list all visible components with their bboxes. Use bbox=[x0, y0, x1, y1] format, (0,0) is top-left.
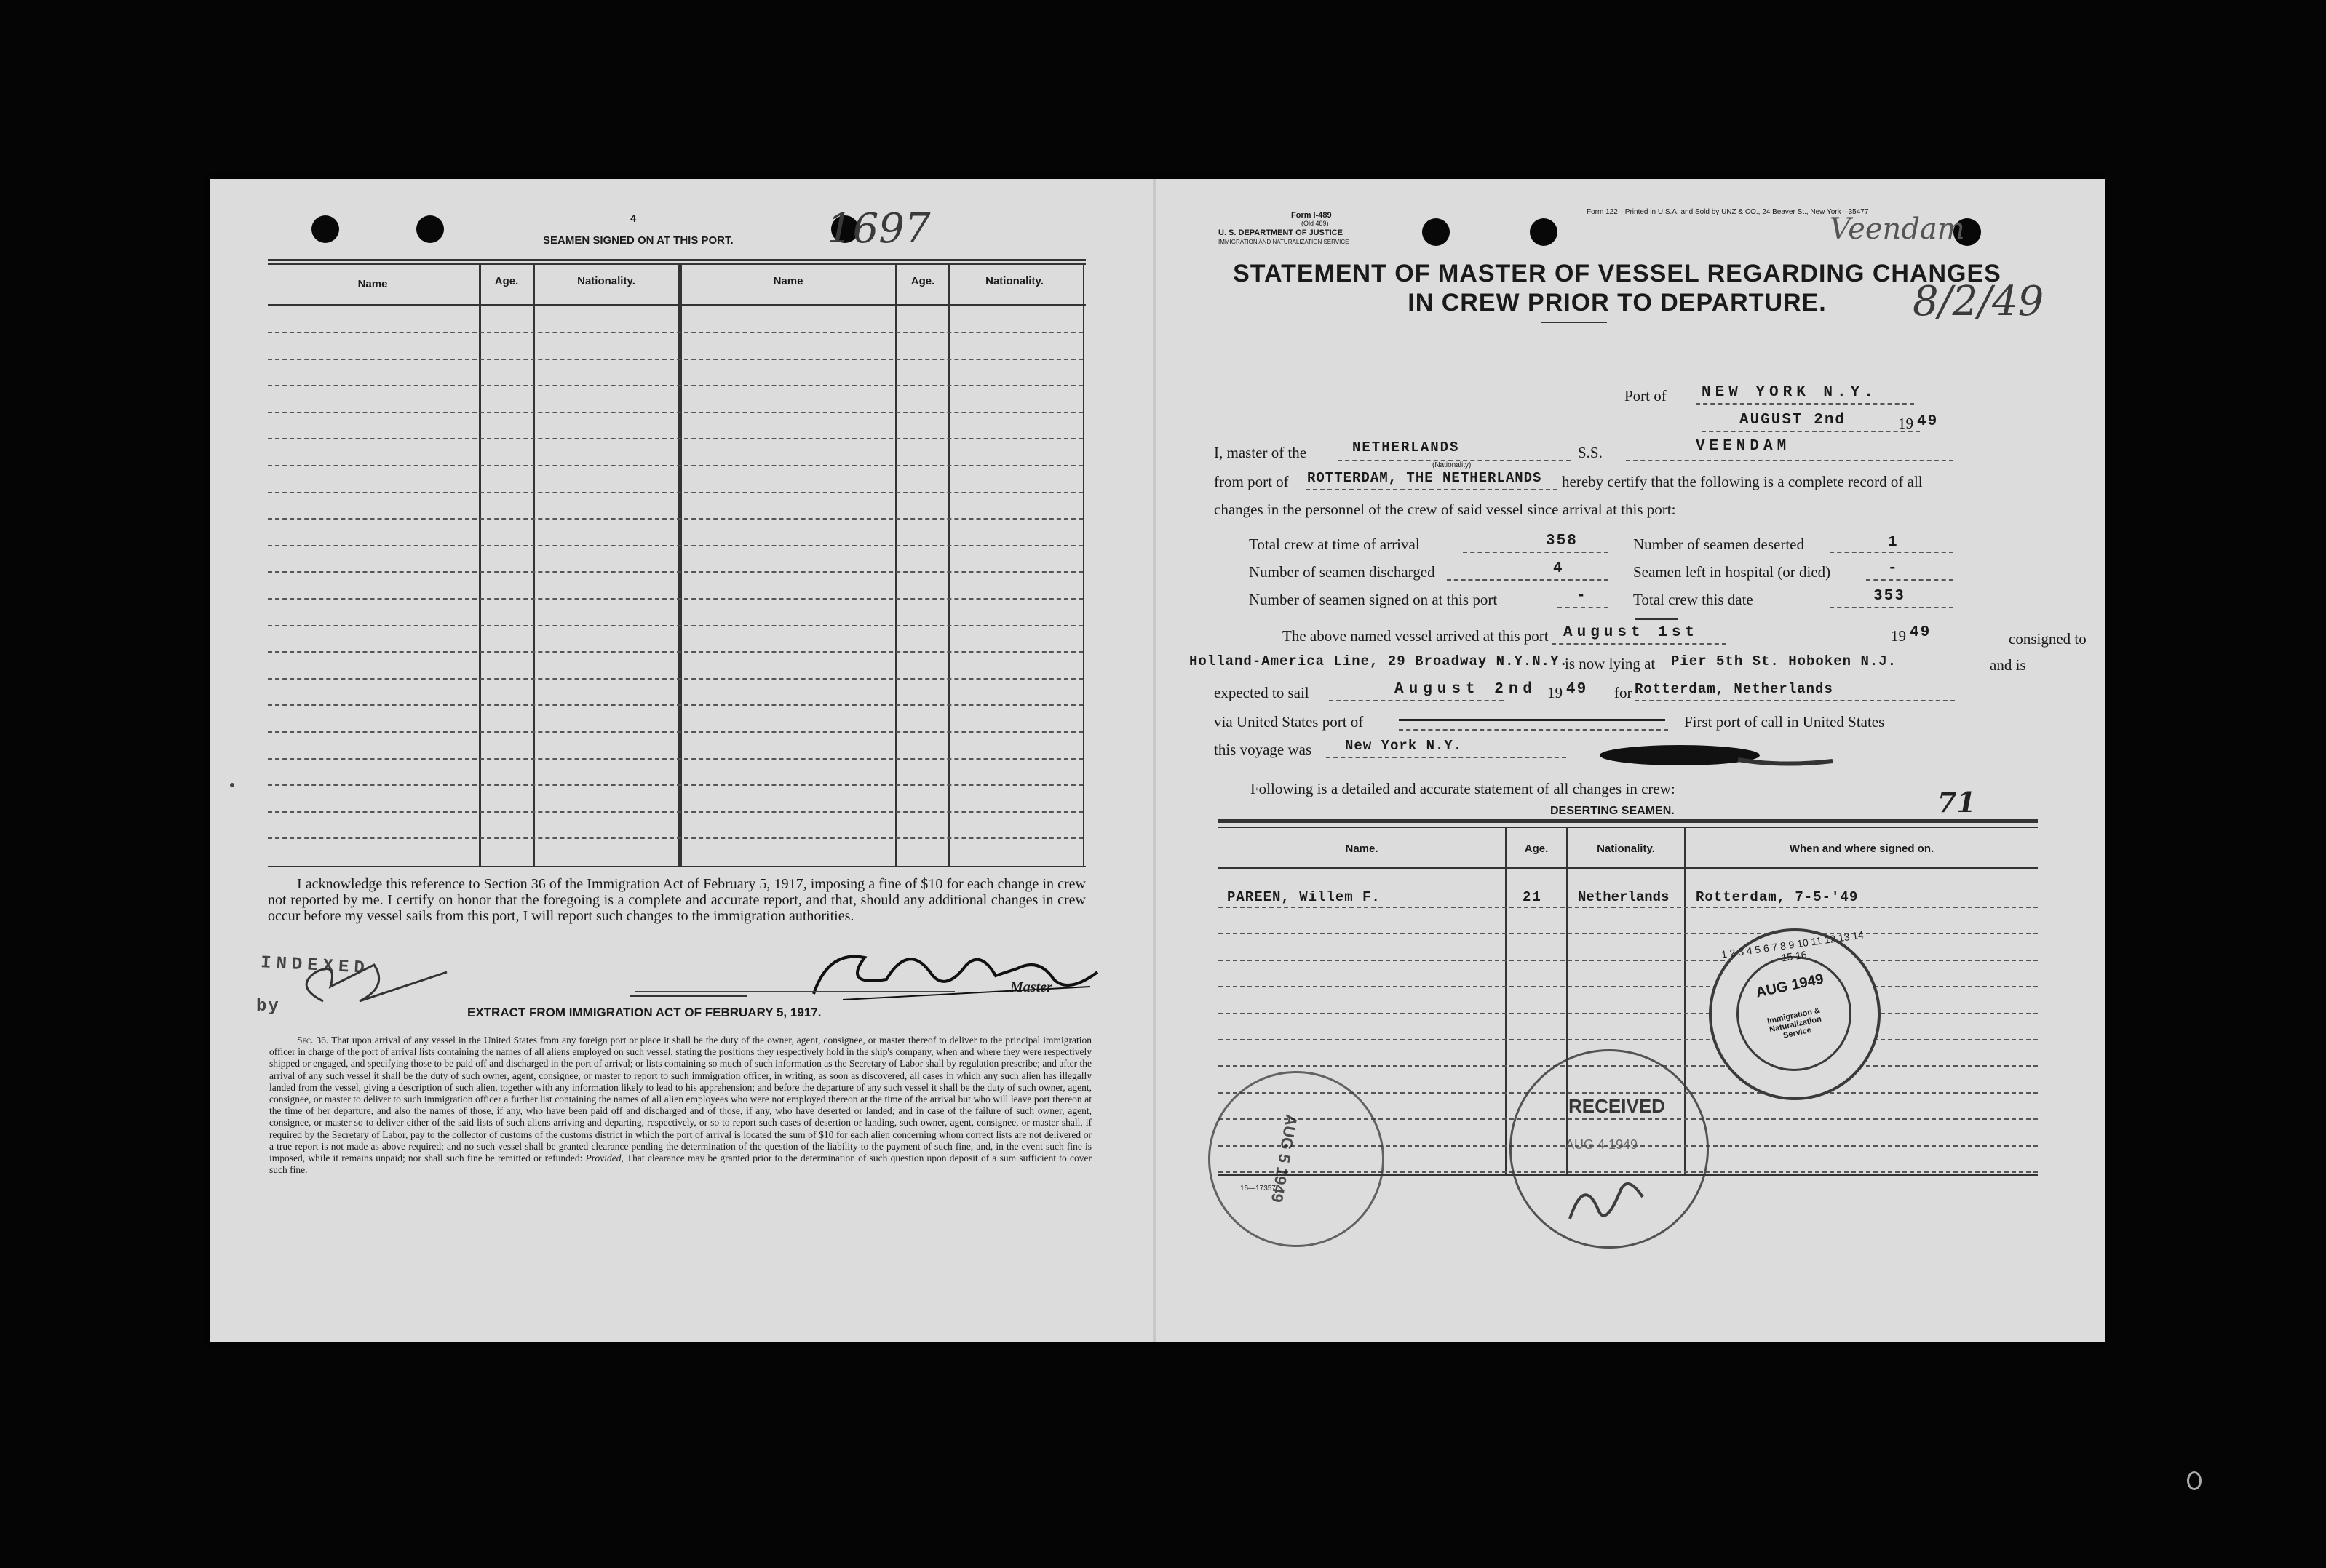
received-stamp bbox=[1509, 1049, 1709, 1249]
column-rule bbox=[479, 263, 481, 867]
table-row-line bbox=[268, 332, 1083, 333]
hospital-line bbox=[1866, 579, 1953, 581]
table-row-line bbox=[268, 731, 1083, 733]
form-title-line-2: IN CREW PRIOR TO DEPARTURE. bbox=[1408, 289, 1827, 317]
handwritten-count: 71 bbox=[1937, 786, 1976, 819]
deserter-signed-on: Rotterdam, 7-5-'49 bbox=[1696, 889, 1859, 905]
signed-on-value: - bbox=[1576, 588, 1587, 605]
signature-line bbox=[635, 991, 955, 992]
table-top-rule bbox=[268, 259, 1086, 261]
col-header-nationality: Nationality. bbox=[985, 275, 1044, 287]
nationality-value: NETHERLANDS bbox=[1352, 439, 1460, 455]
deserting-col-name: Name. bbox=[1345, 843, 1378, 855]
year-value: 49 bbox=[1917, 413, 1939, 430]
deserting-row-line bbox=[1218, 933, 2038, 934]
deserter-nationality: Netherlands bbox=[1578, 889, 1670, 905]
col-header-age: Age. bbox=[494, 275, 519, 287]
expected-year-prefix: 19 bbox=[1547, 684, 1563, 701]
center-fold bbox=[1153, 179, 1156, 1342]
signed-on-line bbox=[1557, 607, 1608, 608]
handwritten-ship-name: Veendam bbox=[1830, 212, 1965, 246]
expected-line bbox=[1329, 700, 1504, 701]
section-tail: That clearance may be granted prior to the determination of such question upon deposit of a sum sufficient to cover such fine. bbox=[269, 1153, 1092, 1176]
section-36-text bbox=[269, 1035, 1092, 1176]
deserting-title: DESERTING SEAMEN. bbox=[1550, 805, 1675, 817]
port-line bbox=[1696, 403, 1914, 405]
voyage-label: this voyage was bbox=[1214, 741, 1312, 758]
section-provided: Provided, bbox=[585, 1153, 624, 1164]
column-rule bbox=[678, 263, 682, 867]
expected-label: expected to sail bbox=[1214, 684, 1309, 701]
table-row-line bbox=[268, 784, 1083, 786]
short-rule bbox=[1635, 618, 1678, 620]
service-name: IMMIGRATION AND NATURALIZATION SERVICE bbox=[1218, 239, 1349, 245]
left-page-title: SEAMEN SIGNED ON AT THIS PORT. bbox=[543, 234, 734, 247]
table-row-line bbox=[268, 811, 1083, 813]
arrived-year-prefix: 19 bbox=[1891, 627, 1906, 645]
table-bottom-rule bbox=[268, 866, 1086, 867]
footer-code: 16—17357 bbox=[1240, 1185, 1276, 1193]
table-row-line bbox=[268, 545, 1083, 546]
table-row-line bbox=[268, 518, 1083, 520]
form-title-line-1: STATEMENT OF MASTER OF VESSEL REGARDING CHANGES bbox=[1233, 260, 2001, 287]
consigned-label: consigned to bbox=[2009, 630, 2087, 648]
total-crew-line bbox=[1463, 552, 1608, 553]
discharged-label: Number of seamen discharged bbox=[1249, 563, 1435, 581]
blacked-out-mark bbox=[1592, 738, 1840, 781]
handwritten-number: 1697 bbox=[827, 205, 931, 252]
table-row-line bbox=[268, 651, 1083, 653]
port-value: NEW YORK N.Y. bbox=[1702, 384, 1878, 401]
table-row-line bbox=[268, 625, 1083, 626]
total-date-line bbox=[1830, 607, 1953, 608]
discharged-line bbox=[1447, 579, 1608, 581]
stamp-immigration: Immigration & Naturalization Service bbox=[1766, 1006, 1822, 1040]
deserting-row-line bbox=[1218, 960, 2038, 961]
column-rule bbox=[895, 263, 897, 867]
punch-hole bbox=[311, 215, 339, 243]
received-initials bbox=[1563, 1168, 1650, 1233]
year-prefix: 19 bbox=[1898, 415, 1913, 432]
table-row-line bbox=[268, 385, 1083, 386]
expected-year-value: 49 bbox=[1566, 681, 1588, 698]
discharged-value: 4 bbox=[1553, 560, 1564, 577]
punch-hole bbox=[1422, 218, 1450, 246]
table-row-line bbox=[268, 438, 1083, 439]
total-date-label: Total crew this date bbox=[1633, 591, 1753, 608]
from-port-label: from port of bbox=[1214, 473, 1289, 490]
immigration-stamp bbox=[1709, 928, 1881, 1100]
certify-text-2: changes in the personnel of the crew of said vessel since arrival at this port: bbox=[1214, 501, 1676, 518]
deserting-row-line bbox=[1218, 1013, 2038, 1014]
table-row-line bbox=[268, 412, 1083, 413]
expected-value: August 2nd bbox=[1394, 681, 1538, 698]
section-body: That upon arrival of any vessel in the United States from any foreign port or place it shall be the duty of the owner, agent, consignee, or master thereof to deliver to the principal immigration officer in charge of the port of arrival lists containing the names of all aliens employed on such vessel, stating the positions they respectively hold in the ship's company, when and where they were respectively shipped or engaged, and specifying those to be paid off and discharged in the port of arrival; or lists containing so much of such information as the Secretary of Labor shall by regulation prescribe; and after the arrival of any such vessel it shall be the duty of such owner, agent, consignee, or master to report to such immigration officer, in writing, as soon as discovered, all cases in which any such alien has illegally landed from the vessel, giving a description of such alien, together with any information likely to lead to his apprehension; and before the departure of any such vessel it shall be the duty of such owner, agent, consignee, or master to deliver to such immigration officer a further list containing the names of all alien employees who were not employed thereon at the time of the arrival but who will leave port thereon at the time of her departure, and also the names of those, if any, who have been paid off and discharged and of those, if any, who have deserted or landed; and in case of the failure of such owner, agent, consignee, or master so to deliver either of the said lists of such aliens arriving and departing, respectively, or so to report such cases of desertion or landing, such owner, agent, consignee, or master shall, if required by the Secretary of Labor, pay to the collector of customs of the customs district in which the port of arrival is located the sum of $10 for each alien concerning whom correct lists are not delivered or a true report is not made as above required; and no such vessel shall be granted clearance pending the determination of the question of the liability to the payment of such fine, and, in the event such fine is imposed, while it remains unpaid; nor shall such fine be remitted or refunded: bbox=[269, 1035, 1092, 1164]
arrived-value: August 1st bbox=[1563, 624, 1699, 641]
arrived-label: The above named vessel arrived at this port bbox=[1282, 627, 1549, 645]
header-rule bbox=[268, 304, 1086, 306]
via-label: via United States port of bbox=[1214, 713, 1364, 731]
table-row-line bbox=[268, 598, 1083, 600]
date-line bbox=[1702, 431, 1920, 432]
port-label: Port of bbox=[1624, 387, 1667, 405]
lying-value: Pier 5th St. Hoboken N.J. bbox=[1671, 653, 1897, 669]
arrived-line bbox=[1552, 643, 1726, 645]
handwritten-date: 8/2/49 bbox=[1913, 278, 2044, 325]
table-row-line bbox=[268, 678, 1083, 680]
stamp-rotated-date: AUG 5 1949 bbox=[1267, 1113, 1301, 1204]
from-port-value: ROTTERDAM, THE NETHERLANDS bbox=[1307, 470, 1542, 486]
extract-title: EXTRACT FROM IMMIGRATION ACT OF FEBRUARY 5, 1917. bbox=[467, 1006, 822, 1019]
deserting-col-nationality: Nationality. bbox=[1597, 843, 1655, 855]
for-value: Rotterdam, Netherlands bbox=[1635, 681, 1833, 697]
date-value: AUGUST 2nd bbox=[1739, 412, 1846, 429]
total-date-value: 353 bbox=[1873, 588, 1905, 605]
deserting-row-line bbox=[1218, 907, 2038, 908]
deserting-col-signed: When and where signed on. bbox=[1789, 843, 1934, 855]
indexed-stamp: INDEXED bbox=[260, 953, 370, 979]
deserting-header-rule bbox=[1218, 867, 2038, 869]
hospital-label: Seamen left in hospital (or died) bbox=[1633, 563, 1831, 581]
deserting-top-rule bbox=[1218, 819, 2038, 823]
deserting-col-age: Age. bbox=[1524, 843, 1549, 855]
deserting-column-rule bbox=[1505, 827, 1507, 1174]
col-header-nationality: Nationality. bbox=[577, 275, 635, 287]
table-row-line bbox=[268, 758, 1083, 760]
master-signature bbox=[799, 936, 1112, 1016]
deserted-label: Number of seamen deserted bbox=[1633, 536, 1804, 553]
deserting-row-line bbox=[1218, 986, 2038, 987]
deserter-age: 21 bbox=[1523, 889, 1542, 905]
indexed-by-label: by bbox=[256, 997, 280, 1016]
ss-label: S.S. bbox=[1578, 444, 1603, 461]
first-port-label: First port of call in United States bbox=[1684, 713, 1885, 731]
table-row-line bbox=[268, 704, 1083, 706]
consignee-value: Holland-America Line, 29 Broadway N.Y.N.Y. bbox=[1189, 653, 1568, 669]
form-number: Form I-489 bbox=[1291, 211, 1332, 220]
vessel-line bbox=[1626, 460, 1953, 461]
column-rule bbox=[948, 263, 950, 867]
stamp-received: RECEIVED bbox=[1568, 1095, 1665, 1117]
printer-note: Form 122—Printed in U.S.A. and Sold by UNZ & CO., 24 Beaver St., New York—35477 bbox=[1587, 208, 1869, 216]
vessel-value: VEENDAM bbox=[1696, 438, 1791, 455]
margin-dot bbox=[230, 783, 234, 787]
master-of-label: I, master of the bbox=[1214, 444, 1307, 461]
total-crew-label: Total crew at time of arrival bbox=[1249, 536, 1420, 553]
rotated-date-stamp bbox=[1208, 1071, 1384, 1247]
following-label: Following is a detailed and accurate statement of all changes in crew: bbox=[1250, 780, 1675, 797]
title-rule bbox=[1541, 322, 1607, 323]
punch-hole bbox=[1530, 218, 1557, 246]
via-struck-line bbox=[1399, 719, 1665, 721]
col-header-age: Age. bbox=[910, 275, 935, 287]
table-row-line bbox=[268, 465, 1083, 466]
for-line bbox=[1635, 700, 1955, 701]
stamp-aug-date: AUG 1949 bbox=[1754, 971, 1825, 1001]
from-port-line bbox=[1306, 489, 1557, 490]
corner-mark bbox=[2187, 1471, 2202, 1490]
stamp-digits: 1 2 3 4 5 6 7 8 9 10 11 12 13 14 15 16 bbox=[1720, 928, 1865, 964]
table-top-rule bbox=[268, 263, 1086, 265]
table-row-line bbox=[268, 837, 1083, 839]
table-row-line bbox=[268, 571, 1083, 573]
section-label: Sec. 36. bbox=[297, 1035, 329, 1046]
certify-text: hereby certify that the following is a complete record of all bbox=[1562, 473, 1923, 490]
initials-signature bbox=[279, 958, 454, 1016]
column-rule bbox=[533, 263, 535, 867]
lying-label: is now lying at bbox=[1565, 655, 1656, 672]
total-crew-value: 358 bbox=[1546, 533, 1578, 549]
form-old-number: (Old 489) bbox=[1301, 220, 1329, 227]
department-name: U. S. DEPARTMENT OF JUSTICE bbox=[1218, 228, 1343, 237]
col-header-name: Name bbox=[357, 278, 388, 290]
arrived-year-value: 49 bbox=[1910, 624, 1932, 641]
col-header-name: Name bbox=[773, 275, 803, 287]
column-rule bbox=[1083, 263, 1084, 867]
and-is-label: and is bbox=[1990, 656, 2026, 674]
page-number: 4 bbox=[630, 212, 637, 225]
via-line bbox=[1399, 729, 1668, 731]
voyage-line bbox=[1326, 757, 1566, 758]
stamp-received-date: AUG 4 1949 bbox=[1565, 1137, 1638, 1152]
deserting-top-rule bbox=[1218, 827, 2038, 828]
signed-on-label: Number of seamen signed on at this port bbox=[1249, 591, 1498, 608]
deserted-line bbox=[1830, 552, 1953, 553]
form-title bbox=[1210, 259, 2025, 317]
document-sheet bbox=[210, 179, 2105, 1342]
voyage-value: New York N.Y. bbox=[1345, 738, 1463, 754]
for-label: for bbox=[1614, 684, 1632, 701]
nationality-caption: (Nationality) bbox=[1432, 461, 1472, 469]
deserted-value: 1 bbox=[1888, 534, 1899, 551]
extract-rule bbox=[630, 995, 747, 997]
acknowledgement-text: I acknowledge this reference to Section 36 of the Immigration Act of February 5, 1917, imposing a fine of $10 for each change in crew not reported by me. I certify on honor that the foregoing is a complete and accurate report, and that, should any additional changes in crew occur before my vessel sails from this port, I will report such changes to the immigration authorities. bbox=[268, 876, 1086, 924]
table-row-line bbox=[268, 492, 1083, 493]
punch-hole bbox=[416, 215, 444, 243]
deserter-name: PAREEN, Willem F. bbox=[1227, 889, 1381, 905]
hospital-value: - bbox=[1888, 560, 1899, 577]
deserting-row-line bbox=[1218, 1039, 2038, 1040]
master-label: Master bbox=[1010, 979, 1052, 995]
table-row-line bbox=[268, 359, 1083, 360]
